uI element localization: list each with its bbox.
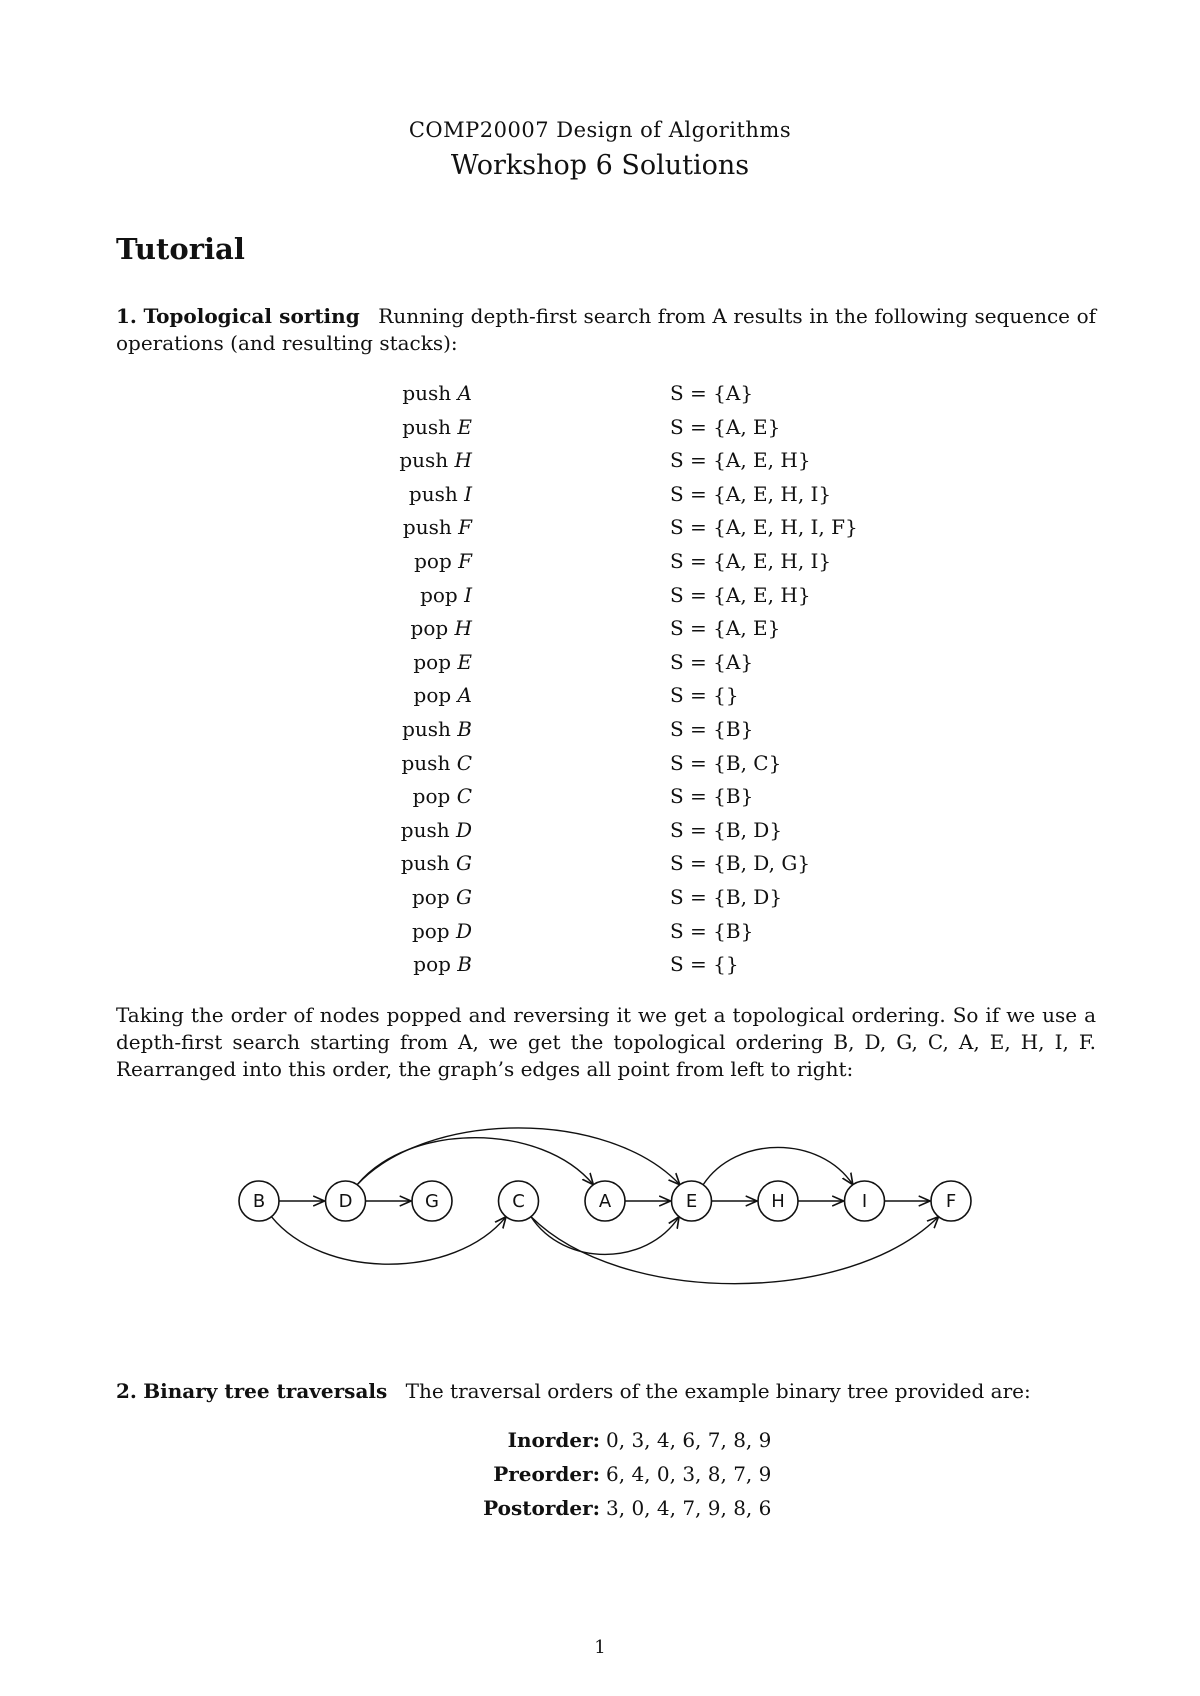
operation-row (300, 482, 900, 515)
operation: push F (402, 515, 472, 540)
graph-node-i (845, 1181, 885, 1221)
stack-state: S = {A} (670, 649, 754, 674)
operation: push I (408, 481, 472, 506)
operation: push E (402, 414, 472, 439)
stack-state: S = {A, E} (670, 616, 781, 641)
operation-row (300, 952, 900, 985)
stack-state: S = {B, D} (670, 885, 783, 909)
graph-node-h (758, 1181, 798, 1221)
graph-node-e (672, 1181, 712, 1221)
operation-row (300, 717, 900, 750)
stack-state: S = {B} (670, 784, 754, 809)
traversal-row (0, 1428, 1200, 1462)
q1-number: 1. (116, 304, 137, 328)
operation-row (300, 919, 900, 952)
operation: push G (400, 851, 472, 876)
operation-row (300, 650, 900, 683)
stack-state: S = {A, E, H} (670, 448, 811, 473)
node-label: E (685, 1191, 698, 1212)
q2-intro-paragraph (116, 1378, 1096, 1405)
q2-title: Binary tree traversals (143, 1379, 388, 1403)
operation: pop B (413, 952, 472, 977)
operation-row (300, 583, 900, 616)
graph-nodes (239, 1181, 971, 1221)
q1-conclusion: Taking the order of nodes popped and reversing it we get a topological ordering. So if we use a depth-first search starting from A, we get the topological ordering B, D, G, C, A, E, H, I, F. Rearranged into this order, the graph’s edges all point from left to right: (116, 1003, 1096, 1081)
traversal-label: Preorder: (493, 1462, 600, 1486)
q2-number: 2. (116, 1379, 137, 1403)
traversal-value: 6, 4, 0, 3, 8, 7, 9 (606, 1462, 772, 1486)
section-heading: Tutorial (116, 232, 245, 266)
operation-row (300, 616, 900, 649)
stack-state: S = {A} (670, 381, 754, 405)
graph-node-d (326, 1181, 366, 1221)
stack-state: S = {A, E, H, I} (670, 481, 832, 506)
node-label: G (425, 1191, 439, 1212)
traversal-row (0, 1462, 1200, 1496)
graph-node-g (412, 1181, 452, 1221)
edge-d-e (357, 1128, 680, 1185)
document-title: Workshop 6 Solutions (450, 150, 750, 181)
operation: pop H (410, 616, 472, 641)
traversal-row (0, 1496, 1200, 1530)
traversal-value: 0, 3, 4, 6, 7, 8, 9 (606, 1428, 772, 1452)
stack-state: S = {A, E, H} (670, 582, 811, 607)
operation-row (300, 885, 900, 918)
operation-row (300, 549, 900, 582)
stack-state: S = {B} (670, 918, 754, 943)
operation-row (300, 381, 900, 414)
stack-state: S = {} (670, 683, 739, 708)
operation-row (300, 751, 900, 784)
traversal-value: 3, 0, 4, 7, 9, 8, 6 (606, 1496, 772, 1520)
graph-node-a (585, 1181, 625, 1221)
operation: push B (402, 717, 472, 741)
operation: push D (400, 817, 472, 842)
traversal-label: Inorder: (507, 1428, 600, 1452)
edge-d-a (357, 1138, 593, 1185)
operation: push H (399, 448, 472, 473)
operation-row (300, 851, 900, 884)
operation: pop D (411, 918, 472, 943)
stack-state: S = {B, D, G} (670, 851, 811, 876)
operation-row (300, 818, 900, 851)
node-label: B (252, 1191, 266, 1212)
node-label: D (338, 1191, 353, 1212)
operation-row (300, 683, 900, 716)
stack-state: S = {} (670, 952, 739, 977)
operation-row (300, 784, 900, 817)
edge-b-c (271, 1217, 506, 1265)
node-label: C (512, 1191, 525, 1212)
page-number: 1 (594, 1637, 606, 1658)
q1-intro: Running depth-first search from A results in the following sequence of operations (and resulting stacks): (116, 304, 1097, 355)
operation-row (300, 515, 900, 548)
stack-state: S = {A, E} (670, 414, 781, 439)
operation-row (300, 415, 900, 448)
node-label: F (945, 1191, 957, 1212)
node-label: A (598, 1191, 612, 1212)
course-title: COMP20007 Design of Algorithms (408, 118, 792, 142)
edge-e-i (703, 1147, 853, 1184)
topological-order-graph (0, 1100, 1200, 1330)
node-label: I (861, 1191, 868, 1212)
operation: push A (402, 381, 472, 405)
graph-node-c (499, 1181, 539, 1221)
operation-row (300, 448, 900, 481)
q2-intro: The traversal orders of the example binary tree provided are: (405, 1379, 1031, 1403)
stack-state: S = {B, D} (670, 817, 783, 842)
graph-node-f (931, 1181, 971, 1221)
q1-title: Topological sorting (143, 304, 360, 328)
operation: pop F (414, 549, 472, 573)
edge-c-f (531, 1217, 939, 1284)
stack-state: S = {A, E, H, I, F} (670, 515, 858, 540)
operation: pop E (413, 649, 472, 674)
q1-intro-paragraph (116, 303, 1096, 357)
traversal-label: Postorder: (483, 1496, 600, 1520)
stack-state: S = {B} (670, 717, 754, 741)
stack-state: S = {B, C} (670, 750, 782, 775)
operation: pop A (413, 683, 472, 708)
stack-state: S = {A, E, H, I} (670, 549, 832, 573)
node-label: H (771, 1191, 785, 1212)
operation: push C (401, 750, 472, 775)
operation: pop G (412, 885, 472, 909)
graph-node-b (239, 1181, 279, 1221)
operation: pop C (412, 784, 472, 809)
operation: pop I (420, 582, 472, 607)
